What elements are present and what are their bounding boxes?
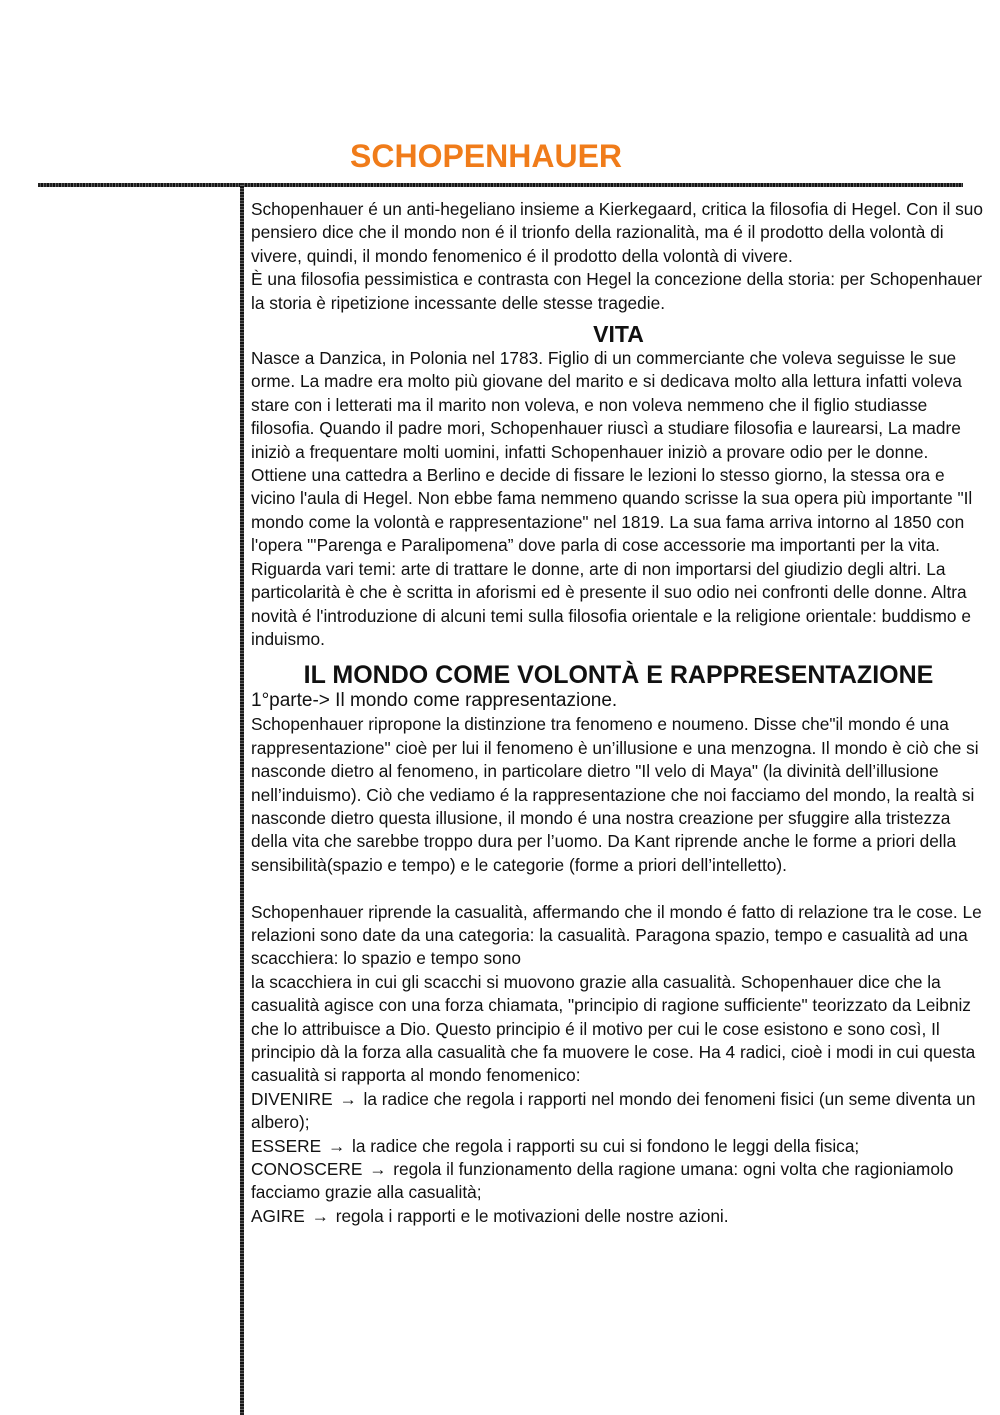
right-arrow-icon: → [339,1088,357,1109]
radice-text: la radice che regola i rapporti nel mondo dei fenomeni fisici (un seme diventa un albero); [251,1088,976,1133]
right-arrow-icon: → [327,1135,346,1156]
document-body [251,198,986,1228]
radice-item [251,1158,986,1205]
radice-item [251,1135,986,1158]
vertical-margin-rule [240,183,244,1415]
radice-term: AGIRE [251,1205,305,1226]
mondo-paragraph-2a: Schopenhauer riprende la casualità, affermando che il mondo é fatto di relazione tra le cose. Le relazioni sono date da una categoria: la casualità. Paragona spazio, tempo e casualità ad una scacchiera: lo spazio e tempo sono [251,901,982,969]
paragraph-spacer [251,877,986,900]
radice-item [251,1205,986,1228]
radice-term: ESSERE [251,1135,322,1156]
right-arrow-icon: → [369,1159,387,1180]
right-arrow-icon: → [311,1205,329,1226]
radice-text: regola il funzionamento della ragione umana: ogni volta che ragioniamolo facciamo grazie alla casualità; [251,1159,954,1203]
page-title: SCHOPENHAUER [350,138,623,174]
radice-term: DIVENIRE [251,1088,333,1109]
section-heading-vita: VITA [593,321,644,348]
mondo-paragraph-2b: la scacchiera in cui gli scacchi si muovono grazie alla casualità. Schopenhauer dice che la casualità agisce con una forza chiamata, "principio di ragione sufficiente" teorizzato da Leibniz che lo attribuisce a Dio. Questo principio é il motivo per cui le cose esistono e sono così, Il principio dà la forza alla casualità che fa muovere le cose. Ha 4 radici, cioè i modi in cui questa casualità si rapporta al mondo fenomenico: [251,971,976,1086]
horizontal-rule [38,183,963,187]
radice-term: CONOSCERE [251,1159,363,1180]
radice-text: la radice che regola i rapporti su cui si fondono le leggi della fisica; [352,1135,860,1156]
section-subheading: 1°parte-> Il mondo come rappresentazione. [251,690,618,712]
intro-paragraph-2: È una filosofia pessimistica e contrasta con Hegel la concezione della storia: per Schopenhauer la storia è ripetizione incessante delle stesse tragedie. [251,269,983,313]
radice-text: regola i rapporti e le motivazioni delle nostre azioni. [335,1205,729,1226]
section-heading-mondo: IL MONDO COME VOLONTÀ E RAPPRESENTAZIONE [303,661,934,690]
vita-paragraph: Nasce a Danzica, in Polonia nel 1783. Figlio di un commerciante che voleva seguisse le sue orme. La madre era molto più giovane del marito e si dedicava molto alla lettura infatti voleva stare con i letterati ma il marito non voleva, e non voleva nemmeno che il figlio studiasse filosofia. Quando il padre mori, Schopenhauer riuscì a studiare filosofia e laurearsi, La madre iniziò a frequentare molti uomini, infatti Schopenhauer iniziò a provare odio per le donne. Ottiene una cattedra a Berlino e decide di fissare le lezioni lo stesso giorno, la stessa ora e vicino l'aula di Hegel. Non ebbe fama nemmeno quando scrisse la sua opera più importante "Il mondo come la volontà e rappresentazione" nel 1819. La sua fama arriva intorno al 1850 con l'opera "'Parenga e Paralipomena” dove parla di cose accessorie ma importanti per la vita. Riguarda vari temi: arte di trattare le donne, arte di non importarsi del giudizio degli altri. La particolarità è che è scritta in aforismi ed è presente il suo odio nei confronti delle donne. Altra novità é l'introduzione di alcuni temi sulla filosofia orientale e la religione orientale: buddismo e induismo. [251,348,973,649]
radice-item [251,1088,986,1135]
mondo-paragraph-1: Schopenhauer ripropone la distinzione tra fenomeno e noumeno. Disse che"il mondo é una rappresentazione" cioè per lui il fenomeno è un’illusione e una menzogna. Il mondo è ciò che si nasconde dietro al fenomeno, in particolare dietro "Il velo di Maya" (la divinità dell’illusione nell’induismo). Ciò che vediamo é la rappresentazione che noi facciamo del mondo, la realtà si nasconde dietro questa illusione, il mondo é una nostra creazione per sfuggire alla tristezza della vita che sarebbe troppo dura per l’uomo. Da Kant riprende anche le forme a priori della sensibilità(spazio e tempo) e le categorie (forme a priori dell’intelletto). [251,714,979,875]
intro-paragraph-1: Schopenhauer é un anti-hegeliano insieme a Kierkegaard, critica la filosofia di Hegel. Con il suo pensiero dice che il mondo non é il trionfo della razionalità, ma é il prodotto della volontà di vivere, quindi, il mondo fenomenico é il prodotto della volontà di vivere. [251,199,984,266]
